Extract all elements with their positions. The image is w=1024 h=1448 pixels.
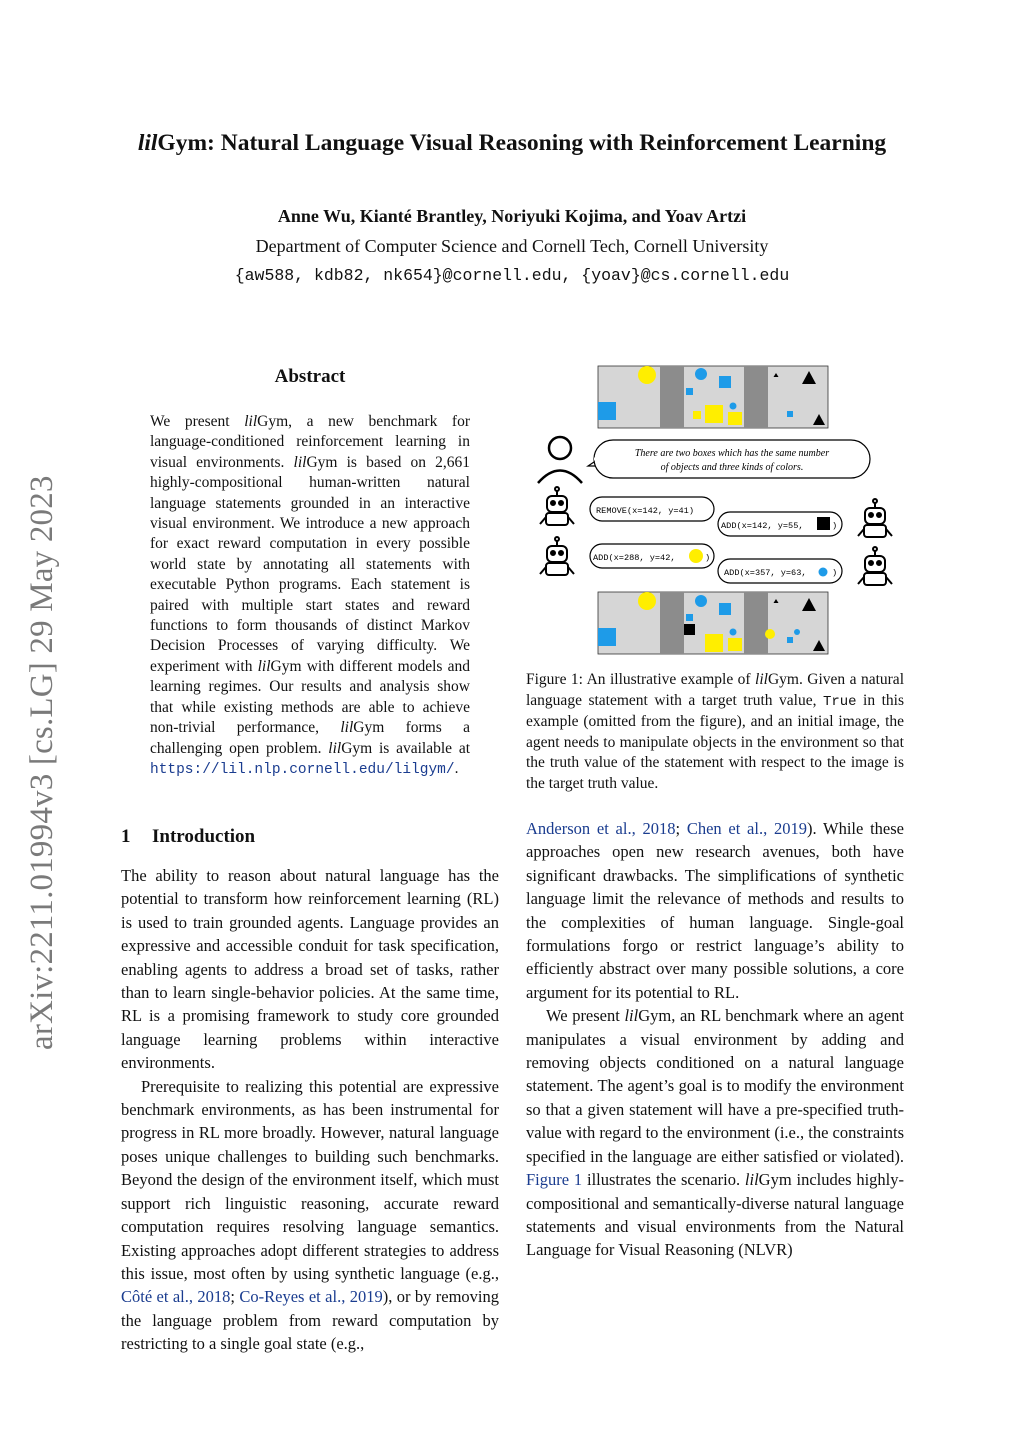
final-environment-image xyxy=(598,592,828,654)
paragraph-text: ). While these approaches open new research avenues, both have significant drawbacks. The simplifications of synthetic language limit the relevance of methods and results to the complexities of human language. Single-goal formulations forgo or restrict language’s ability to efficiently abstract over many possible solutions, a core argument for its potential to RL. xyxy=(526,819,904,1002)
action-close-paren: ) xyxy=(832,568,838,578)
section-heading-introduction xyxy=(121,826,255,848)
blue-circle xyxy=(695,595,707,607)
robot-agent-icon xyxy=(540,487,574,525)
intro-paragraph-2 xyxy=(121,1075,499,1356)
section-title: Introduction xyxy=(152,826,256,847)
yellow-square xyxy=(705,405,723,423)
paragraph-text: We present xyxy=(546,1006,625,1026)
lil-italic: lil xyxy=(340,719,354,737)
title-italic-lil: lil xyxy=(137,130,158,156)
blue-square xyxy=(598,402,616,420)
affiliation: Department of Computer Science and Cornell Tech, Cornell University xyxy=(255,236,769,256)
blue-circle xyxy=(794,629,800,635)
lilgym-url-link[interactable]: https://lil.nlp.cornell.edu/lilgym/ xyxy=(150,761,455,778)
action-close-paren: ) xyxy=(705,553,711,563)
yellow-square xyxy=(705,634,723,652)
paragraph-text: Prerequisite to realizing this potential are expressive benchmark environments, as has been instrumental for progress in RL more broadly. However, natural language poses unique challenges to building such benchmarks. Beyond the design of the environment itself, which must support rich linguistic reasoning, accurate reward computation requires resolving language semantics. Existing approaches adopt different strategies to address this issue, most often by using synthetic language (e.g., xyxy=(121,1076,499,1283)
yellow-square xyxy=(728,412,742,425)
robot-agent-icon xyxy=(858,499,892,537)
caption-text: in this example (omitted from the figure), and an initial image, the agent needs to manipulate objects in the environment so that the truth value of the statement with respect to the image is the target truth value. xyxy=(526,691,904,792)
intro-paragraph-2-continued xyxy=(526,817,904,1004)
left-column-text xyxy=(121,864,499,1356)
blue-square xyxy=(787,411,793,417)
figure-1-caption xyxy=(526,670,904,795)
citation-coreyes-2019[interactable]: Co-Reyes et al., 2019 xyxy=(239,1287,383,1307)
paragraph-text: ; xyxy=(230,1287,240,1307)
action-bubble-remove xyxy=(590,497,714,521)
caption-text: Gym. Given a natural language statement with a target truth value, xyxy=(526,671,904,709)
blue-circle-icon xyxy=(819,568,828,577)
caption-true-code: True xyxy=(822,693,857,710)
paragraph-text: ; xyxy=(675,819,687,838)
action-add-text: ADD(x=288, y=42, xyxy=(593,553,676,563)
paragraph-text: illustrates the scenario. xyxy=(582,1170,745,1190)
abstract-text: . xyxy=(454,759,459,777)
action-remove-text: REMOVE(x=142, y=41) xyxy=(596,506,694,516)
black-square-icon xyxy=(817,517,830,530)
action-add-text: ADD(x=142, y=55, xyxy=(721,521,804,531)
box-separator xyxy=(660,366,684,428)
paragraph-text: ), or by removing the language problem from reward computation by restricting to a single goal state (e.g., xyxy=(121,1287,499,1354)
abstract-text: Gym is based on 2,661 highly-compositional human-written natural language statements grounded in an interactive visual environment. We introduce a new approach for exact reward computation in every possible world state by annotating all statements with executable Python programs. Each statement is paired with multiple start states and reward functions to form thousands of distinct Markov Decision Processes of varying difficulty. We experiment with xyxy=(150,453,470,675)
lil-italic: lil xyxy=(755,671,768,688)
box-separator xyxy=(660,592,684,654)
initial-environment-image xyxy=(598,366,828,428)
lil-italic: lil xyxy=(244,413,258,430)
intro-paragraph-1: The ability to reason about natural language has the potential to transform how reinforcement learning (RL) is used to train grounded agents. Language provides an expressive and accessible conduit for task specification, enabling agents to address a broad set of tasks, rather than to learn single-behavior policies. At the same time, RL is a promising framework to study core grounded language learning problems within interactive environments. xyxy=(121,866,499,1073)
abstract-text: Gym forms a challenging open problem. xyxy=(150,719,470,757)
figure-1-illustration xyxy=(530,362,900,662)
lil-italic: lil xyxy=(257,657,271,675)
statement-line-2: of objects and three kinds of colors. xyxy=(660,462,804,473)
blue-square xyxy=(787,637,793,643)
action-close-paren: ) xyxy=(832,521,838,531)
black-square xyxy=(684,624,695,635)
human-user-icon xyxy=(538,437,582,483)
blue-square xyxy=(598,628,616,646)
citation-cote-2018[interactable]: Côté et al., 2018 xyxy=(121,1287,231,1307)
yellow-circle-icon xyxy=(689,549,703,563)
lil-italic: lil xyxy=(293,453,307,471)
citation-chen-2019[interactable]: Chen et al., 2019 xyxy=(686,819,807,838)
blue-square xyxy=(686,614,693,621)
action-bubble-add-yellow-circle xyxy=(590,544,714,568)
author-emails: {aw588, kdb82, nk654}@cornell.edu, {yoav}@cs.cornell.edu xyxy=(234,266,790,285)
abstract-body xyxy=(150,412,470,780)
citation-anderson-2018[interactable]: Anderson et al., 2018 xyxy=(526,819,676,838)
blue-square xyxy=(686,388,693,395)
caption-text: Figure 1: An illustrative example of xyxy=(526,671,756,688)
abstract-text: Gym is available at xyxy=(341,739,471,757)
box-separator xyxy=(744,592,768,654)
action-bubble-add-black-square xyxy=(718,512,842,536)
action-add-text: ADD(x=357, y=63, xyxy=(724,568,807,578)
arxiv-identifier: arXiv:2211.01994v3 [cs.LG] 29 May 2023 xyxy=(24,475,60,1050)
abstract-heading: Abstract xyxy=(274,366,346,387)
box-separator xyxy=(744,366,768,428)
yellow-circle xyxy=(765,629,775,639)
statement-line-1: There are two boxes which has the same number xyxy=(634,448,830,459)
abstract-text: We present xyxy=(150,413,245,430)
yellow-square xyxy=(728,638,742,651)
robot-agent-icon xyxy=(858,547,892,585)
yellow-square xyxy=(693,411,701,419)
robot-agent-icon xyxy=(540,537,574,575)
intro-paragraph-3 xyxy=(526,1004,904,1261)
title-rest: Gym: Natural Language Visual Reasoning with Reinforcement Learning xyxy=(157,130,887,156)
paragraph-text: Gym includes highly-compositional and semantically-diverse natural language statements and visual environments from the Natural Language for Visual Reasoning (NLVR) xyxy=(526,1170,904,1260)
paper-title xyxy=(60,130,964,157)
author-list: Anne Wu, Kianté Brantley, Noriyuki Kojima, and Yoav Artzi xyxy=(277,206,747,226)
lil-italic: lil xyxy=(328,739,342,757)
statement-speech-bubble xyxy=(588,440,870,478)
abstract-text: Gym, a new benchmark for language-conditioned reinforcement learning in visual environments. xyxy=(150,413,471,471)
blue-circle xyxy=(730,629,737,636)
blue-square xyxy=(719,376,731,388)
figure-1-reference-link[interactable]: Figure 1 xyxy=(526,1170,583,1190)
blue-circle xyxy=(730,403,737,410)
section-number: 1 xyxy=(121,826,131,847)
lil-italic: lil xyxy=(624,1006,639,1026)
lil-italic: lil xyxy=(744,1170,759,1190)
abstract-text: Gym with different models and learning regimes. Our results and analysis show that while existing methods are able to achieve non-trivial performance, xyxy=(150,657,471,737)
right-column-text xyxy=(526,817,904,1262)
blue-circle xyxy=(695,368,707,380)
yellow-circle xyxy=(638,592,656,610)
blue-square xyxy=(719,603,731,615)
paragraph-text: Gym, an RL benchmark where an agent manipulates a visual environment by adding and removing objects conditioned on a natural language statement. The agent’s goal is to modify the environment so that a given statement will have a pre-specified truth-value with regard to the environment (i.e., the constraints specified in the language are either satisfied or violated). xyxy=(526,1006,905,1166)
yellow-circle xyxy=(638,366,656,384)
action-bubble-add-blue-circle xyxy=(718,559,842,583)
